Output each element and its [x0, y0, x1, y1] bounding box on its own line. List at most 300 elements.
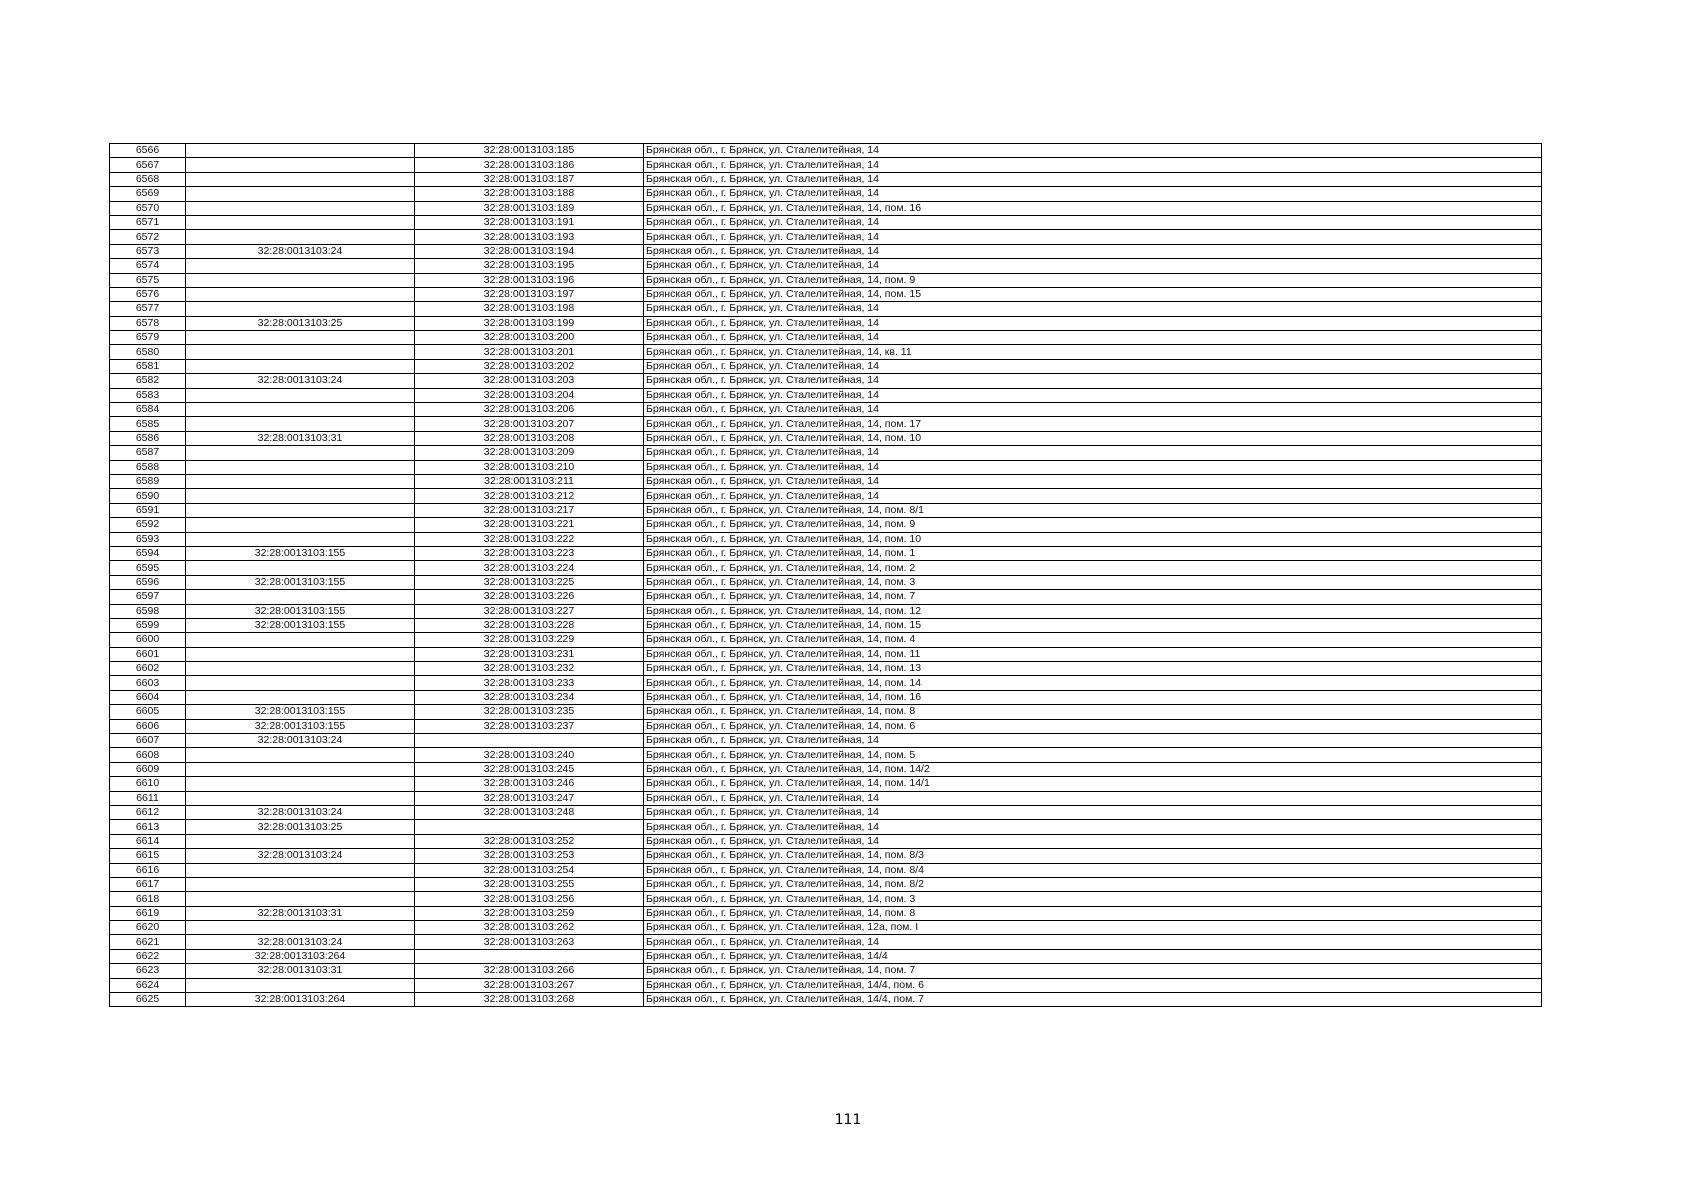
row-number: 6586: [110, 431, 186, 445]
address: Брянская обл., г. Брянск, ул. Сталелитейная, 14: [644, 144, 1542, 158]
cadastral-number: 32:28:0013103:267: [415, 978, 644, 992]
row-number: 6570: [110, 201, 186, 215]
cadastral-number: 32:28:0013103:248: [415, 805, 644, 819]
row-number: 6569: [110, 187, 186, 201]
parent-cadastral-number: [186, 503, 415, 517]
table-row: [110, 633, 1542, 647]
table-row: [110, 489, 1542, 503]
address: Брянская обл., г. Брянск, ул. Сталелитейная, 14, пом. 8/3: [644, 849, 1542, 863]
address: Брянская обл., г. Брянск, ул. Сталелитейная, 14: [644, 215, 1542, 229]
address: Брянская обл., г. Брянск, ул. Сталелитейная, 14: [644, 158, 1542, 172]
parent-cadastral-number: [186, 474, 415, 488]
parent-cadastral-number: [186, 978, 415, 992]
row-number: 6588: [110, 460, 186, 474]
address: Брянская обл., г. Брянск, ул. Сталелитейная, 14: [644, 244, 1542, 258]
parent-cadastral-number: [186, 158, 415, 172]
table-row: [110, 532, 1542, 546]
table-row: [110, 734, 1542, 748]
address: Брянская обл., г. Брянск, ул. Сталелитейная, 14, пом. 7: [644, 964, 1542, 978]
row-number: 6589: [110, 474, 186, 488]
parent-cadastral-number: 32:28:0013103:155: [186, 705, 415, 719]
cadastral-number: 32:28:0013103:188: [415, 187, 644, 201]
table-row: [110, 172, 1542, 186]
address: Брянская обл., г. Брянск, ул. Сталелитейная, 14, пом. 2: [644, 561, 1542, 575]
row-number: 6595: [110, 561, 186, 575]
parent-cadastral-number: [186, 388, 415, 402]
parent-cadastral-number: [186, 144, 415, 158]
table-row: [110, 273, 1542, 287]
row-number: 6620: [110, 921, 186, 935]
table-row: [110, 993, 1542, 1007]
cadastral-number: 32:28:0013103:259: [415, 906, 644, 920]
cadastral-number: 32:28:0013103:191: [415, 215, 644, 229]
parent-cadastral-number: [186, 561, 415, 575]
address: Брянская обл., г. Брянск, ул. Сталелитейная, 14, пом. 3: [644, 892, 1542, 906]
cadastral-number: 32:28:0013103:194: [415, 244, 644, 258]
cadastral-number: [415, 734, 644, 748]
row-number: 6590: [110, 489, 186, 503]
table-row: [110, 388, 1542, 402]
table-row: [110, 892, 1542, 906]
address: Брянская обл., г. Брянск, ул. Сталелитейная, 14: [644, 359, 1542, 373]
parent-cadastral-number: 32:28:0013103:24: [186, 805, 415, 819]
row-number: 6608: [110, 748, 186, 762]
table-row: [110, 705, 1542, 719]
table-row: [110, 518, 1542, 532]
parent-cadastral-number: [186, 187, 415, 201]
row-number: 6578: [110, 316, 186, 330]
address: Брянская обл., г. Брянск, ул. Сталелитейная, 14, пом. 17: [644, 417, 1542, 431]
cadastral-number: 32:28:0013103:246: [415, 777, 644, 791]
address: Брянская обл., г. Брянск, ул. Сталелитейная, 14: [644, 474, 1542, 488]
table-row: [110, 474, 1542, 488]
table-row: [110, 503, 1542, 517]
cadastral-number: [415, 949, 644, 963]
table-row: [110, 964, 1542, 978]
parent-cadastral-number: [186, 877, 415, 891]
table-row: [110, 403, 1542, 417]
cadastral-number: 32:28:0013103:263: [415, 935, 644, 949]
table-row: [110, 877, 1542, 891]
parent-cadastral-number: 32:28:0013103:25: [186, 316, 415, 330]
cadastral-number: 32:28:0013103:247: [415, 791, 644, 805]
row-number: 6601: [110, 647, 186, 661]
table-row: [110, 849, 1542, 863]
parent-cadastral-number: [186, 892, 415, 906]
cadastral-number: 32:28:0013103:256: [415, 892, 644, 906]
address: Брянская обл., г. Брянск, ул. Сталелитейная, 14, пом. 1: [644, 546, 1542, 560]
cadastral-number: 32:28:0013103:208: [415, 431, 644, 445]
table-row: [110, 374, 1542, 388]
cadastral-number: 32:28:0013103:201: [415, 345, 644, 359]
table-row: [110, 949, 1542, 963]
parent-cadastral-number: [186, 647, 415, 661]
parent-cadastral-number: [186, 417, 415, 431]
address: Брянская обл., г. Брянск, ул. Сталелитейная, 14: [644, 446, 1542, 460]
parent-cadastral-number: 32:28:0013103:24: [186, 374, 415, 388]
address: Брянская обл., г. Брянск, ул. Сталелитейная, 14, пом. 7: [644, 590, 1542, 604]
parent-cadastral-number: [186, 777, 415, 791]
row-number: 6618: [110, 892, 186, 906]
parent-cadastral-number: [186, 215, 415, 229]
address: Брянская обл., г. Брянск, ул. Сталелитейная, 14, пом. 9: [644, 518, 1542, 532]
parent-cadastral-number: 32:28:0013103:25: [186, 820, 415, 834]
parent-cadastral-number: [186, 921, 415, 935]
cadastral-number: 32:28:0013103:209: [415, 446, 644, 460]
cadastral-number: 32:28:0013103:221: [415, 518, 644, 532]
row-number: 6582: [110, 374, 186, 388]
address: Брянская обл., г. Брянск, ул. Сталелитейная, 14, пом. 8/4: [644, 863, 1542, 877]
cadastral-number: 32:28:0013103:229: [415, 633, 644, 647]
row-number: 6605: [110, 705, 186, 719]
cadastral-number: 32:28:0013103:212: [415, 489, 644, 503]
page-number: 111: [834, 1112, 862, 1128]
row-number: 6625: [110, 993, 186, 1007]
table-row: [110, 187, 1542, 201]
table-row: [110, 316, 1542, 330]
cadastral-number: 32:28:0013103:202: [415, 359, 644, 373]
address: Брянская обл., г. Брянск, ул. Сталелитейная, 14, пом. 8: [644, 705, 1542, 719]
address: Брянская обл., г. Брянск, ул. Сталелитейная, 14, пом. 13: [644, 662, 1542, 676]
address: Брянская обл., г. Брянск, ул. Сталелитейная, 14, пом. 3: [644, 575, 1542, 589]
parent-cadastral-number: 32:28:0013103:264: [186, 949, 415, 963]
table-row: [110, 921, 1542, 935]
cadastral-number: 32:28:0013103:262: [415, 921, 644, 935]
parent-cadastral-number: [186, 518, 415, 532]
row-number: 6622: [110, 949, 186, 963]
row-number: 6594: [110, 546, 186, 560]
row-number: 6609: [110, 762, 186, 776]
row-number: 6579: [110, 331, 186, 345]
parent-cadastral-number: [186, 259, 415, 273]
address: Брянская обл., г. Брянск, ул. Сталелитейная, 14: [644, 187, 1542, 201]
address: Брянская обл., г. Брянск, ул. Сталелитейная, 14, пом. 6: [644, 719, 1542, 733]
cadastral-number: 32:28:0013103:237: [415, 719, 644, 733]
row-number: 6610: [110, 777, 186, 791]
cadastral-number: 32:28:0013103:196: [415, 273, 644, 287]
cadastral-number: 32:28:0013103:245: [415, 762, 644, 776]
cadastral-number: 32:28:0013103:240: [415, 748, 644, 762]
address: Брянская обл., г. Брянск, ул. Сталелитейная, 14, пом. 12: [644, 604, 1542, 618]
table-row: [110, 906, 1542, 920]
row-number: 6573: [110, 244, 186, 258]
table-row: [110, 287, 1542, 301]
table-row: [110, 460, 1542, 474]
address: Брянская обл., г. Брянск, ул. Сталелитейная, 14: [644, 259, 1542, 273]
address: Брянская обл., г. Брянск, ул. Сталелитейная, 14, пом. 8/2: [644, 877, 1542, 891]
address: Брянская обл., г. Брянск, ул. Сталелитейная, 14: [644, 489, 1542, 503]
parent-cadastral-number: [186, 590, 415, 604]
cadastral-number: 32:28:0013103:185: [415, 144, 644, 158]
table-row: [110, 676, 1542, 690]
row-number: 6593: [110, 532, 186, 546]
cadastral-number: 32:28:0013103:253: [415, 849, 644, 863]
cadastral-number: 32:28:0013103:231: [415, 647, 644, 661]
address: Брянская обл., г. Брянск, ул. Сталелитейная, 14, пом. 9: [644, 273, 1542, 287]
address: Брянская обл., г. Брянск, ул. Сталелитейная, 14, пом. 16: [644, 690, 1542, 704]
table-row: [110, 431, 1542, 445]
row-number: 6623: [110, 964, 186, 978]
parent-cadastral-number: [186, 748, 415, 762]
address: Брянская обл., г. Брянск, ул. Сталелитейная, 12а, пом. I: [644, 921, 1542, 935]
table-row: [110, 546, 1542, 560]
address: Брянская обл., г. Брянск, ул. Сталелитейная, 14: [644, 403, 1542, 417]
table-row: [110, 359, 1542, 373]
cadastral-number: 32:28:0013103:211: [415, 474, 644, 488]
row-number: 6585: [110, 417, 186, 431]
row-number: 6566: [110, 144, 186, 158]
address: Брянская обл., г. Брянск, ул. Сталелитейная, 14, пом. 16: [644, 201, 1542, 215]
row-number: 6600: [110, 633, 186, 647]
address: Брянская обл., г. Брянск, ул. Сталелитейная, 14: [644, 230, 1542, 244]
cadastral-number: 32:28:0013103:228: [415, 618, 644, 632]
row-number: 6572: [110, 230, 186, 244]
cadastral-number: 32:28:0013103:204: [415, 388, 644, 402]
address: Брянская обл., г. Брянск, ул. Сталелитейная, 14, пом. 8: [644, 906, 1542, 920]
cadastral-number: 32:28:0013103:197: [415, 287, 644, 301]
parent-cadastral-number: [186, 302, 415, 316]
parent-cadastral-number: 32:28:0013103:24: [186, 734, 415, 748]
cadastral-number: 32:28:0013103:226: [415, 590, 644, 604]
row-number: 6580: [110, 345, 186, 359]
table-row: [110, 618, 1542, 632]
row-number: 6598: [110, 604, 186, 618]
cadastral-number: [415, 820, 644, 834]
table-row: [110, 215, 1542, 229]
row-number: 6576: [110, 287, 186, 301]
cadastral-number: 32:28:0013103:252: [415, 834, 644, 848]
table-row: [110, 863, 1542, 877]
table-row: [110, 331, 1542, 345]
table-row: [110, 978, 1542, 992]
parent-cadastral-number: 32:28:0013103:31: [186, 431, 415, 445]
cadastral-number: 32:28:0013103:233: [415, 676, 644, 690]
address: Брянская обл., г. Брянск, ул. Сталелитейная, 14: [644, 302, 1542, 316]
row-number: 6619: [110, 906, 186, 920]
row-number: 6624: [110, 978, 186, 992]
table-row: [110, 158, 1542, 172]
row-number: 6602: [110, 662, 186, 676]
parent-cadastral-number: [186, 359, 415, 373]
registry-table-body: [110, 144, 1542, 1007]
table-row: [110, 748, 1542, 762]
row-number: 6581: [110, 359, 186, 373]
table-row: [110, 647, 1542, 661]
cadastral-number: 32:28:0013103:195: [415, 259, 644, 273]
address: Брянская обл., г. Брянск, ул. Сталелитейная, 14: [644, 460, 1542, 474]
cadastral-number: 32:28:0013103:224: [415, 561, 644, 575]
parent-cadastral-number: [186, 762, 415, 776]
address: Брянская обл., г. Брянск, ул. Сталелитейная, 14, пом. 8/1: [644, 503, 1542, 517]
row-number: 6606: [110, 719, 186, 733]
table-row: [110, 805, 1542, 819]
address: Брянская обл., г. Брянск, ул. Сталелитейная, 14, пом. 5: [644, 748, 1542, 762]
parent-cadastral-number: 32:28:0013103:31: [186, 906, 415, 920]
table-row: [110, 244, 1542, 258]
table-row: [110, 935, 1542, 949]
table-row: [110, 777, 1542, 791]
parent-cadastral-number: [186, 273, 415, 287]
cadastral-number: 32:28:0013103:254: [415, 863, 644, 877]
address: Брянская обл., г. Брянск, ул. Сталелитейная, 14: [644, 374, 1542, 388]
address: Брянская обл., г. Брянск, ул. Сталелитейная, 14/4, пом. 6: [644, 978, 1542, 992]
row-number: 6597: [110, 590, 186, 604]
row-number: 6603: [110, 676, 186, 690]
parent-cadastral-number: 32:28:0013103:155: [186, 719, 415, 733]
table-row: [110, 302, 1542, 316]
address: Брянская обл., г. Брянск, ул. Сталелитейная, 14: [644, 388, 1542, 402]
row-number: 6617: [110, 877, 186, 891]
parent-cadastral-number: [186, 403, 415, 417]
parent-cadastral-number: 32:28:0013103:24: [186, 244, 415, 258]
parent-cadastral-number: [186, 172, 415, 186]
address: Брянская обл., г. Брянск, ул. Сталелитейная, 14, пом. 10: [644, 431, 1542, 445]
parent-cadastral-number: [186, 676, 415, 690]
row-number: 6615: [110, 849, 186, 863]
address: Брянская обл., г. Брянск, ул. Сталелитейная, 14, пом. 14: [644, 676, 1542, 690]
address: Брянская обл., г. Брянск, ул. Сталелитейная, 14: [644, 734, 1542, 748]
address: Брянская обл., г. Брянск, ул. Сталелитейная, 14: [644, 316, 1542, 330]
parent-cadastral-number: 32:28:0013103:24: [186, 935, 415, 949]
row-number: 6607: [110, 734, 186, 748]
address: Брянская обл., г. Брянск, ул. Сталелитейная, 14, пом. 4: [644, 633, 1542, 647]
row-number: 6596: [110, 575, 186, 589]
parent-cadastral-number: 32:28:0013103:155: [186, 546, 415, 560]
cadastral-number: 32:28:0013103:200: [415, 331, 644, 345]
table-row: [110, 662, 1542, 676]
row-number: 6587: [110, 446, 186, 460]
cadastral-number: 32:28:0013103:217: [415, 503, 644, 517]
cadastral-number: 32:28:0013103:199: [415, 316, 644, 330]
table-row: [110, 201, 1542, 215]
row-number: 6583: [110, 388, 186, 402]
cadastral-number: 32:28:0013103:210: [415, 460, 644, 474]
parent-cadastral-number: [186, 230, 415, 244]
address: Брянская обл., г. Брянск, ул. Сталелитейная, 14, пом. 15: [644, 618, 1542, 632]
row-number: 6568: [110, 172, 186, 186]
table-row: [110, 144, 1542, 158]
table-row: [110, 690, 1542, 704]
address: Брянская обл., г. Брянск, ул. Сталелитейная, 14: [644, 834, 1542, 848]
row-number: 6604: [110, 690, 186, 704]
cadastral-number: 32:28:0013103:268: [415, 993, 644, 1007]
address: Брянская обл., г. Брянск, ул. Сталелитейная, 14: [644, 805, 1542, 819]
table-row: [110, 259, 1542, 273]
parent-cadastral-number: 32:28:0013103:264: [186, 993, 415, 1007]
cadastral-number: 32:28:0013103:235: [415, 705, 644, 719]
parent-cadastral-number: [186, 662, 415, 676]
table-row: [110, 561, 1542, 575]
row-number: 6591: [110, 503, 186, 517]
parent-cadastral-number: [186, 446, 415, 460]
parent-cadastral-number: 32:28:0013103:155: [186, 575, 415, 589]
table-row: [110, 834, 1542, 848]
address: Брянская обл., г. Брянск, ул. Сталелитейная, 14, пом. 10: [644, 532, 1542, 546]
row-number: 6621: [110, 935, 186, 949]
address: Брянская обл., г. Брянск, ул. Сталелитейная, 14/4, пом. 7: [644, 993, 1542, 1007]
parent-cadastral-number: [186, 201, 415, 215]
address: Брянская обл., г. Брянск, ул. Сталелитейная, 14/4: [644, 949, 1542, 963]
table-row: [110, 417, 1542, 431]
cadastral-number: 32:28:0013103:193: [415, 230, 644, 244]
address: Брянская обл., г. Брянск, ул. Сталелитейная, 14: [644, 331, 1542, 345]
cadastral-number: 32:28:0013103:225: [415, 575, 644, 589]
cadastral-number: 32:28:0013103:186: [415, 158, 644, 172]
table-row: [110, 791, 1542, 805]
parent-cadastral-number: [186, 489, 415, 503]
parent-cadastral-number: [186, 345, 415, 359]
cadastral-number: 32:28:0013103:187: [415, 172, 644, 186]
address: Брянская обл., г. Брянск, ул. Сталелитейная, 14: [644, 791, 1542, 805]
parent-cadastral-number: 32:28:0013103:155: [186, 604, 415, 618]
row-number: 6613: [110, 820, 186, 834]
cadastral-number: 32:28:0013103:206: [415, 403, 644, 417]
table-row: [110, 345, 1542, 359]
row-number: 6614: [110, 834, 186, 848]
address: Брянская обл., г. Брянск, ул. Сталелитейная, 14, пом. 14/2: [644, 762, 1542, 776]
parent-cadastral-number: 32:28:0013103:155: [186, 618, 415, 632]
parent-cadastral-number: [186, 532, 415, 546]
cadastral-number: 32:28:0013103:255: [415, 877, 644, 891]
table-row: [110, 590, 1542, 604]
row-number: 6567: [110, 158, 186, 172]
cadastral-number: 32:28:0013103:232: [415, 662, 644, 676]
table-row: [110, 604, 1542, 618]
address: Брянская обл., г. Брянск, ул. Сталелитейная, 14, пом. 15: [644, 287, 1542, 301]
address: Брянская обл., г. Брянск, ул. Сталелитейная, 14, пом. 14/1: [644, 777, 1542, 791]
table-row: [110, 446, 1542, 460]
parent-cadastral-number: [186, 834, 415, 848]
address: Брянская обл., г. Брянск, ул. Сталелитейная, 14: [644, 172, 1542, 186]
row-number: 6616: [110, 863, 186, 877]
row-number: 6577: [110, 302, 186, 316]
cadastral-number: 32:28:0013103:189: [415, 201, 644, 215]
parent-cadastral-number: [186, 460, 415, 474]
row-number: 6575: [110, 273, 186, 287]
table-row: [110, 719, 1542, 733]
cadastral-number: 32:28:0013103:223: [415, 546, 644, 560]
table-row: [110, 820, 1542, 834]
parent-cadastral-number: 32:28:0013103:24: [186, 849, 415, 863]
table-row: [110, 230, 1542, 244]
parent-cadastral-number: 32:28:0013103:31: [186, 964, 415, 978]
cadastral-number: 32:28:0013103:203: [415, 374, 644, 388]
row-number: 6612: [110, 805, 186, 819]
row-number: 6611: [110, 791, 186, 805]
parent-cadastral-number: [186, 690, 415, 704]
parent-cadastral-number: [186, 863, 415, 877]
parent-cadastral-number: [186, 287, 415, 301]
parent-cadastral-number: [186, 331, 415, 345]
cadastral-number: 32:28:0013103:207: [415, 417, 644, 431]
address: Брянская обл., г. Брянск, ул. Сталелитейная, 14: [644, 935, 1542, 949]
row-number: 6571: [110, 215, 186, 229]
row-number: 6574: [110, 259, 186, 273]
cadastral-number: 32:28:0013103:227: [415, 604, 644, 618]
address: Брянская обл., г. Брянск, ул. Сталелитейная, 14, кв. 11: [644, 345, 1542, 359]
registry-table: [109, 143, 1542, 1007]
table-row: [110, 575, 1542, 589]
cadastral-number: 32:28:0013103:222: [415, 532, 644, 546]
parent-cadastral-number: [186, 791, 415, 805]
row-number: 6584: [110, 403, 186, 417]
row-number: 6592: [110, 518, 186, 532]
address: Брянская обл., г. Брянск, ул. Сталелитейная, 14, пом. 11: [644, 647, 1542, 661]
cadastral-number: 32:28:0013103:198: [415, 302, 644, 316]
row-number: 6599: [110, 618, 186, 632]
table-row: [110, 762, 1542, 776]
cadastral-number: 32:28:0013103:234: [415, 690, 644, 704]
